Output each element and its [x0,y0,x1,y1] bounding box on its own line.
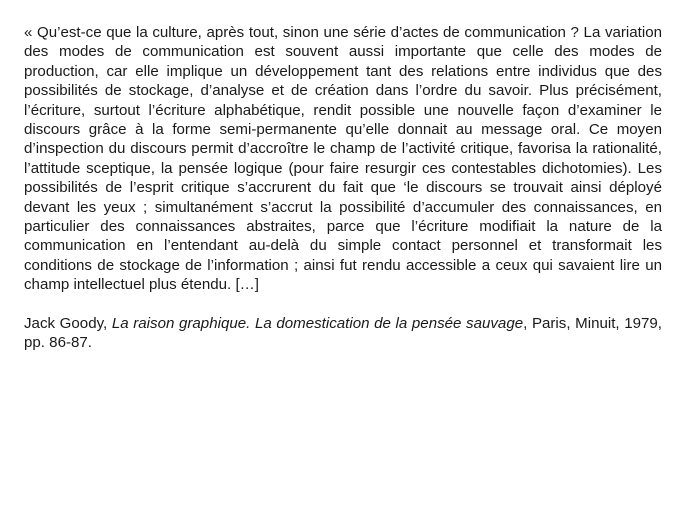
citation-author: Jack Goody, [24,314,112,332]
citation-details: , Paris, Minuit, 1979, pp. 86-87. [24,314,663,352]
citation-paragraph [24,314,662,353]
citation-title: La raison graphique. La domestication de la pensée sauvage [111,314,524,332]
quote-paragraph: « Qu’est-ce que la culture, après tout, sinon une série d’actes de communication ? La variation des modes de communication est souvent aussi importante que celle des modes de production, car elle implique un développement tant des relations entre individus que des possibilités de stockage, d’analyse et de création dans l’ordre du savoir. Plus précisément, l’écriture, surtout l’écriture alphabétique, rendit possible une nouvelle façon d’examiner le discours grâce à la forme semi-permanente qu’elle donnait au message oral. Ce moyen d’inspection du discours permit d’accroître le champ de l’activité critique, favorisa la rationalité, l’attitude sceptique, la pensée logique (pour faire resurgir ces contestables dichotomies). Les possibilités de l’esprit critique s’accrurent du fait que ‘le discours se trouvait ainsi déployé devant les yeux ; simultanément s’accrut la possibilité d’accumuler des connaissances, en particulier des connaissances abstraites, parce que l’écriture modifiait la nature de la communication en l’entendant au-delà du simple contact personnel et transformait les conditions de stockage de l’information ; ainsi fut rendu accessible a ceux qui savaient lire un champ intellectuel plus étendu. […] [24,24,662,294]
document-page [24,23,662,353]
